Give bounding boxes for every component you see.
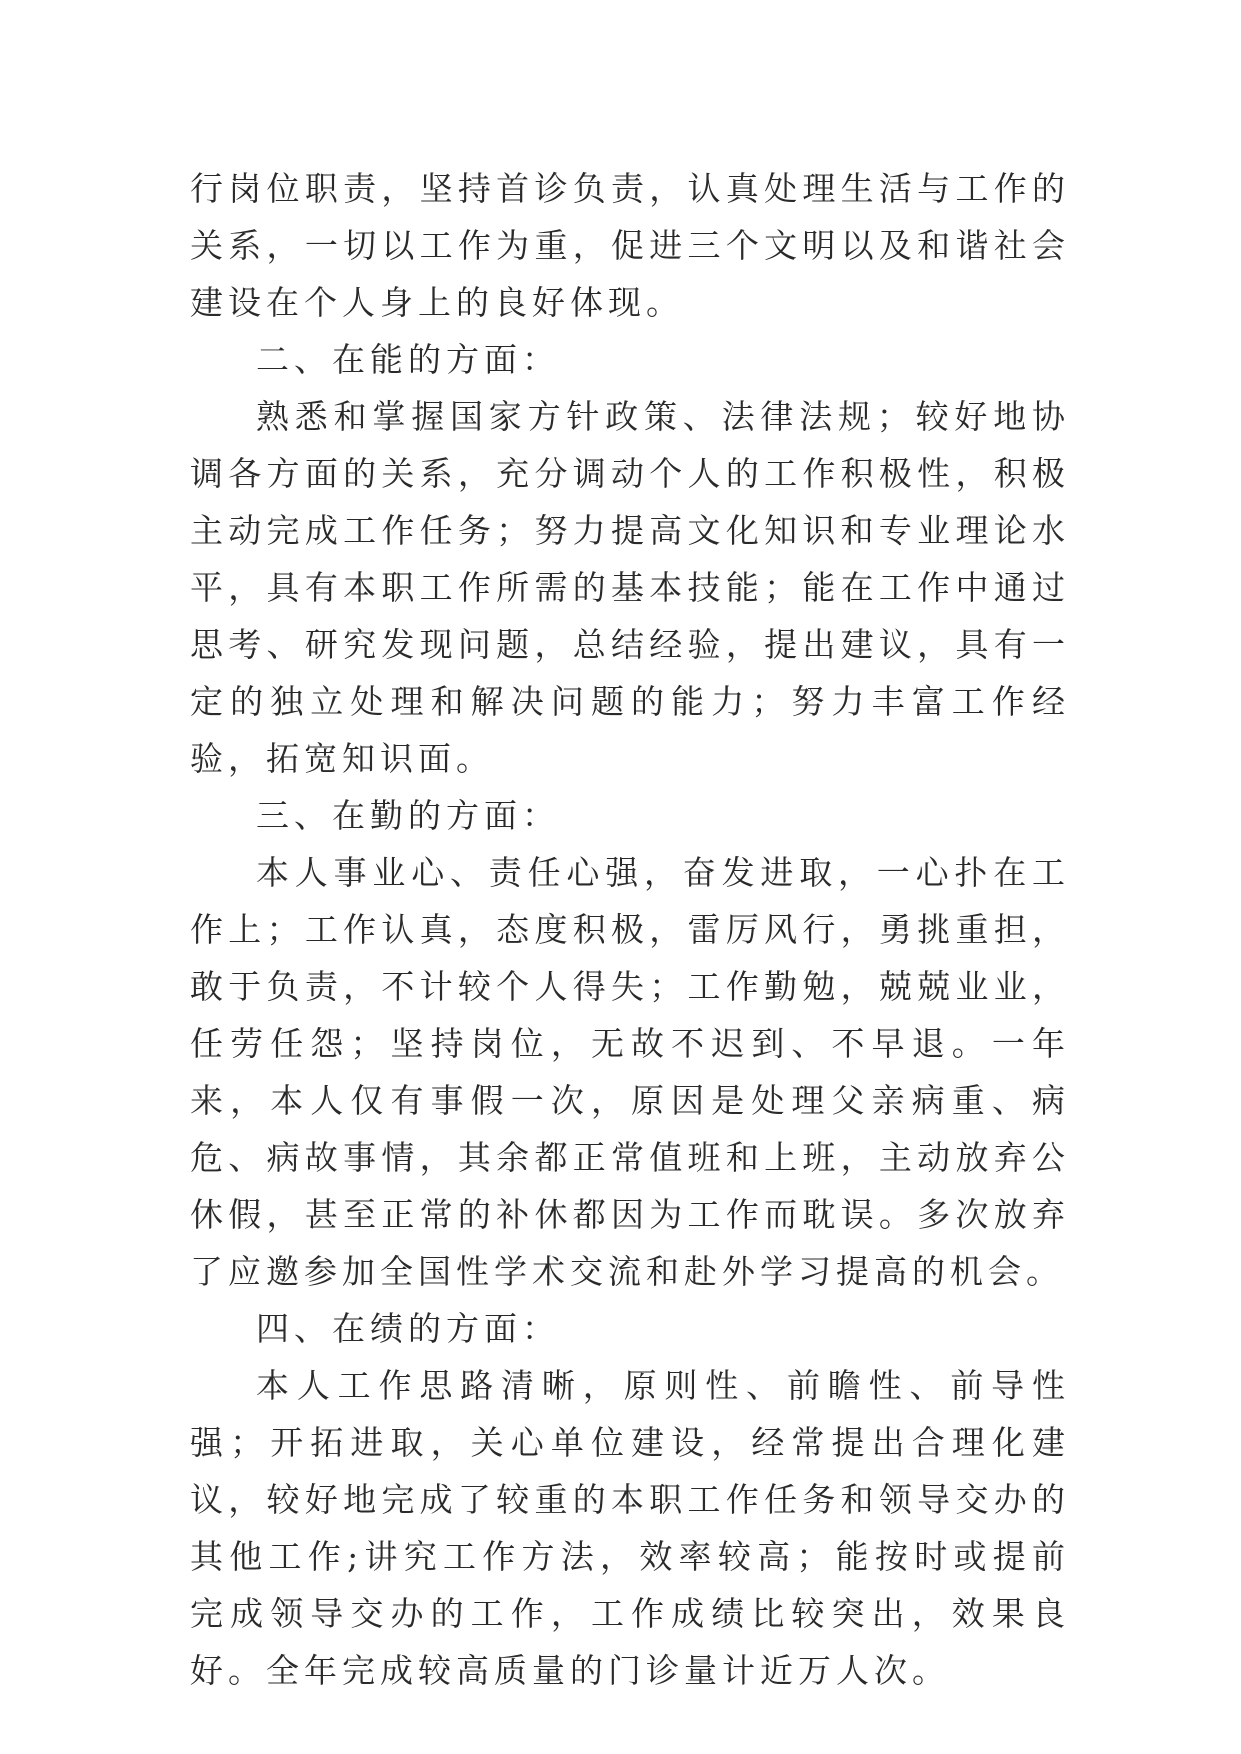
- paragraph-diligence: 本人事业心、责任心强，奋发进取，一心扑在工作上；工作认真，态度积极，雷厉风行，勇挑重担，敢于负责，不计较个人得失；工作勤勉，兢兢业业，任劳任怨；坚持岗位，无故不迟到、不早退。一年来，本人仅有事假一次，原因是处理父亲病重、病危、病故事情，其余都正常值班和上班，主动放弃公休假，甚至正常的补休都因为工作而耽误。多次放弃了应邀参加全国性学术交流和赴外学习提高的机会。: [190, 853, 1070, 1291]
- section-heading-diligence: 三、在勤的方面：: [256, 796, 560, 835]
- paragraph-ability: 熟悉和掌握国家方针政策、法律法规；较好地协调各方面的关系，充分调动个人的工作积极性，积极主动完成工作任务；努力提高文化知识和专业理论水平，具有本职工作所需的基本技能；能在工作中通过思考、研究发现问题，总结经验，提出建议，具有一定的独立处理和解决问题的能力；努力丰富工作经验，拓宽知识面。: [190, 397, 1070, 778]
- section-heading-performance: 四、在绩的方面：: [256, 1309, 560, 1348]
- paragraph-continuation: 行岗位职责，坚持首诊负责，认真处理生活与工作的关系，一切以工作为重，促进三个文明以及和谐社会建设在个人身上的良好体现。: [190, 169, 1070, 322]
- document-body: [190, 160, 1070, 1699]
- paragraph-performance: 本人工作思路清晰，原则性、前瞻性、前导性强；开拓进取，关心单位建设，经常提出合理化建议，较好地完成了较重的本职工作任务和领导交办的其他工作;讲究工作方法，效率较高；能按时或提前完成领导交办的工作，工作成绩比较突出，效果良好。全年完成较高质量的门诊量计近万人次。: [190, 1366, 1070, 1690]
- section-heading-ability: 二、在能的方面：: [256, 340, 560, 379]
